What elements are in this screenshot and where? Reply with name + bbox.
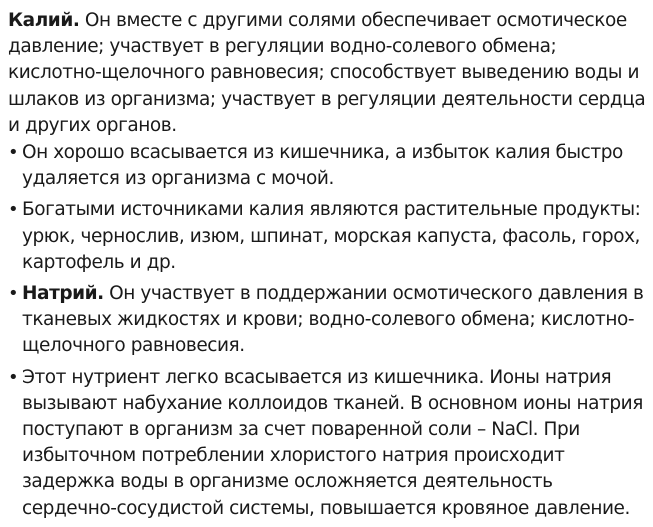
bullet-icon: • xyxy=(8,199,19,221)
bullet-icon: • xyxy=(8,283,19,305)
intro-text: Он вместе с другими солями обеспечивает осмотическое давление; участвует в регуляции водно-солевого обмена; кислотно-щелочного равновесия; способствует выведению воды и шлаков из организма; участвует в регуляции деятельности сердца и других органов. xyxy=(8,10,646,136)
bullet-text: Он хорошо всасывается из кишечника, а избыток калия быстро удаляется из организма с мочой. xyxy=(22,142,623,190)
list-item xyxy=(8,365,648,522)
intro-paragraph xyxy=(8,8,648,139)
list-item xyxy=(8,197,648,276)
bullet-text: Он участвует в поддержании осмотического давления в тканевых жидкостях и крови; водно-солевого обмена; кислотно-щелочного равновесия. xyxy=(22,283,644,357)
bullet-icon: • xyxy=(8,142,19,163)
bullet-icon: • xyxy=(8,366,19,388)
list-item xyxy=(8,140,648,192)
bullet-text: Богатыми источниками калия являются растительные продукты: урюк, чернослив, изюм, шпинат, морская капуста, фасоль, горох, картофель и др. xyxy=(22,199,641,273)
bullet-term: Натрий. xyxy=(22,283,104,305)
list-item xyxy=(8,281,648,360)
intro-term: Калий. xyxy=(8,10,80,31)
bullet-text: Этот нутриент легко всасывается из кишечника. Ионы натрия вызывают набухание коллоидов тканей. В основном ионы натрия поступают в организм за счет поваренной соли – NaCl. При избыточном потреблении хлористого натрия происходит задержка воды в организме осложняется деятельность сердечно-сосудистой системы, повышается кровяное давление. xyxy=(22,366,643,519)
bullet-list xyxy=(8,140,648,527)
